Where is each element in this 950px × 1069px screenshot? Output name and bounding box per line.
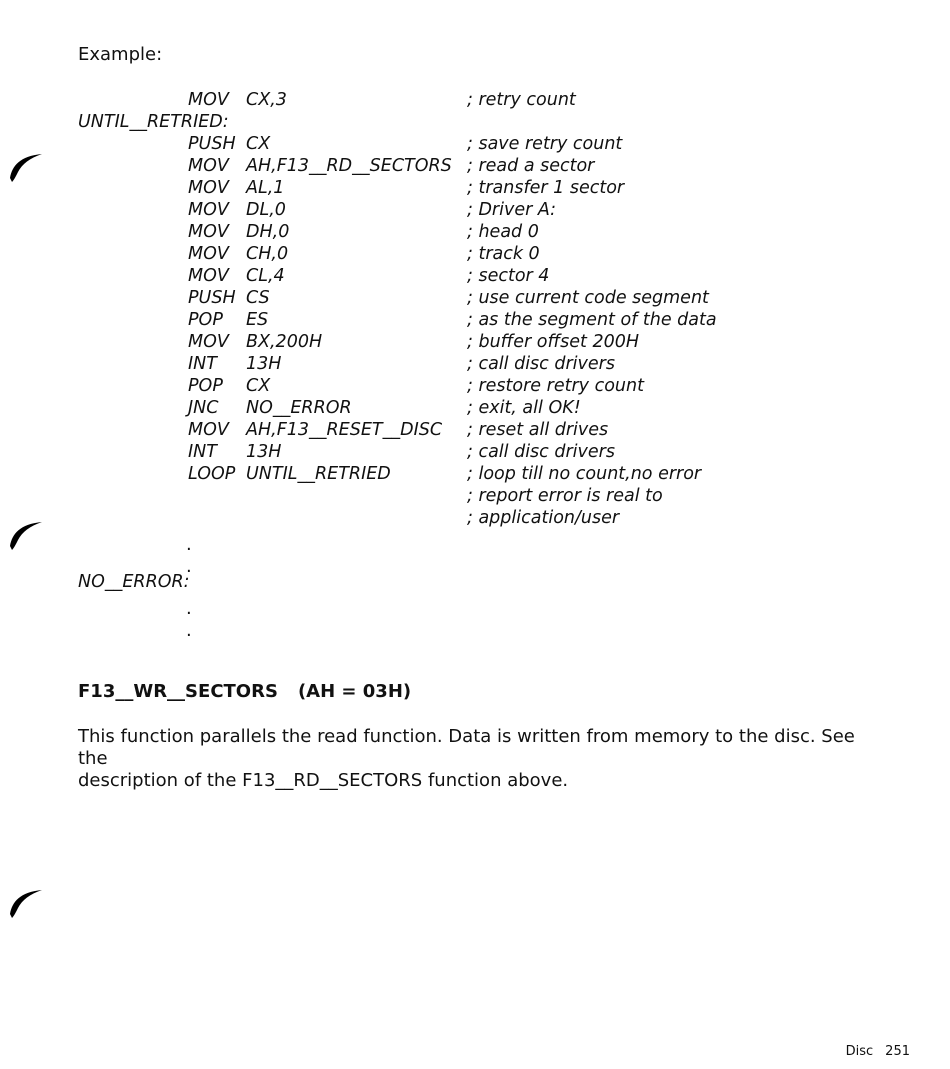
code-op: MOV (188, 420, 229, 440)
binder-hole-mark (8, 516, 44, 552)
body-paragraph (78, 726, 878, 792)
page-footer (846, 1044, 910, 1059)
function-heading (78, 681, 411, 702)
code-op: POP (188, 310, 223, 330)
code-comment: ; read a sector (467, 156, 595, 176)
code-op: INT (188, 442, 217, 462)
code-op: MOV (188, 266, 229, 286)
code-arg: ES (246, 310, 269, 330)
code-op: MOV (188, 332, 229, 352)
code-arg: AH,F13__RD__SECTORS (246, 156, 452, 176)
code-arg: DH,0 (246, 222, 290, 242)
footer-section: Disc (845, 1044, 874, 1059)
code-comment: ; call disc drivers (467, 354, 615, 374)
code-label: UNTIL__RETRIED: (78, 112, 229, 132)
ellipsis-dot: . (186, 620, 192, 641)
code-arg: 13H (246, 442, 282, 462)
code-comment: ; reset all drives (467, 420, 609, 440)
body-line: This function parallels the read function. Data is written from memory to the disc. See the (78, 726, 855, 769)
code-op: MOV (188, 90, 229, 110)
code-comment: ; buffer offset 200H (467, 332, 640, 352)
binder-hole-mark (8, 148, 44, 184)
code-comment: ; loop till no count,no error (467, 464, 702, 484)
code-op: MOV (188, 178, 229, 198)
example-label: Example: (78, 44, 163, 65)
code-comment: ; head 0 (467, 222, 539, 242)
code-comment: ; as the segment of the data (467, 310, 717, 330)
code-op: INT (188, 354, 217, 374)
code-op: MOV (188, 244, 229, 264)
code-comment: ; transfer 1 sector (467, 178, 625, 198)
code-arg: BX,200H (246, 332, 323, 352)
code-arg: CX,3 (246, 90, 287, 110)
code-op: PUSH (188, 288, 236, 308)
code-comment: ; application/user (467, 508, 620, 528)
code-op: POP (188, 376, 223, 396)
function-code: (AH = 03H) (297, 681, 412, 702)
code-comment: ; report error is real to (467, 486, 663, 506)
code-arg: CS (246, 288, 270, 308)
code-comment: ; call disc drivers (467, 442, 615, 462)
page-number: 251 (885, 1044, 910, 1059)
code-arg: CX (246, 376, 271, 396)
body-line: description of the F13__RD__SECTORS function above. (78, 770, 569, 791)
function-name: F13__WR__SECTORS (78, 681, 278, 702)
code-arg: CX (246, 134, 271, 154)
code-comment: ; retry count (467, 90, 576, 110)
code-arg: CL,4 (246, 266, 285, 286)
binder-hole-mark (8, 884, 44, 920)
ellipsis-dot: . (186, 556, 192, 577)
code-op: LOOP (188, 464, 236, 484)
code-comment: ; exit, all OK! (467, 398, 581, 418)
code-comment: ; track 0 (467, 244, 540, 264)
code-op: JNC (188, 398, 219, 418)
code-op: PUSH (188, 134, 236, 154)
code-arg: DL,0 (246, 200, 286, 220)
code-comment: ; restore retry count (467, 376, 644, 396)
ellipsis-dot: . (186, 534, 192, 555)
code-comment: ; sector 4 (467, 266, 550, 286)
code-comment: ; save retry count (467, 134, 623, 154)
code-op: MOV (188, 200, 229, 220)
code-arg: AH,F13__RESET__DISC (246, 420, 443, 440)
code-arg: 13H (246, 354, 282, 374)
code-comment: ; use current code segment (467, 288, 709, 308)
code-op: MOV (188, 156, 229, 176)
no-error-label: NO__ERROR: (78, 572, 190, 592)
code-arg: CH,0 (246, 244, 289, 264)
code-arg: AL,1 (246, 178, 285, 198)
code-op: MOV (188, 222, 229, 242)
code-arg: NO__ERROR (246, 398, 352, 418)
code-comment: ; Driver A: (467, 200, 557, 220)
ellipsis-dot: . (186, 598, 192, 619)
code-arg: UNTIL__RETRIED (246, 464, 391, 484)
